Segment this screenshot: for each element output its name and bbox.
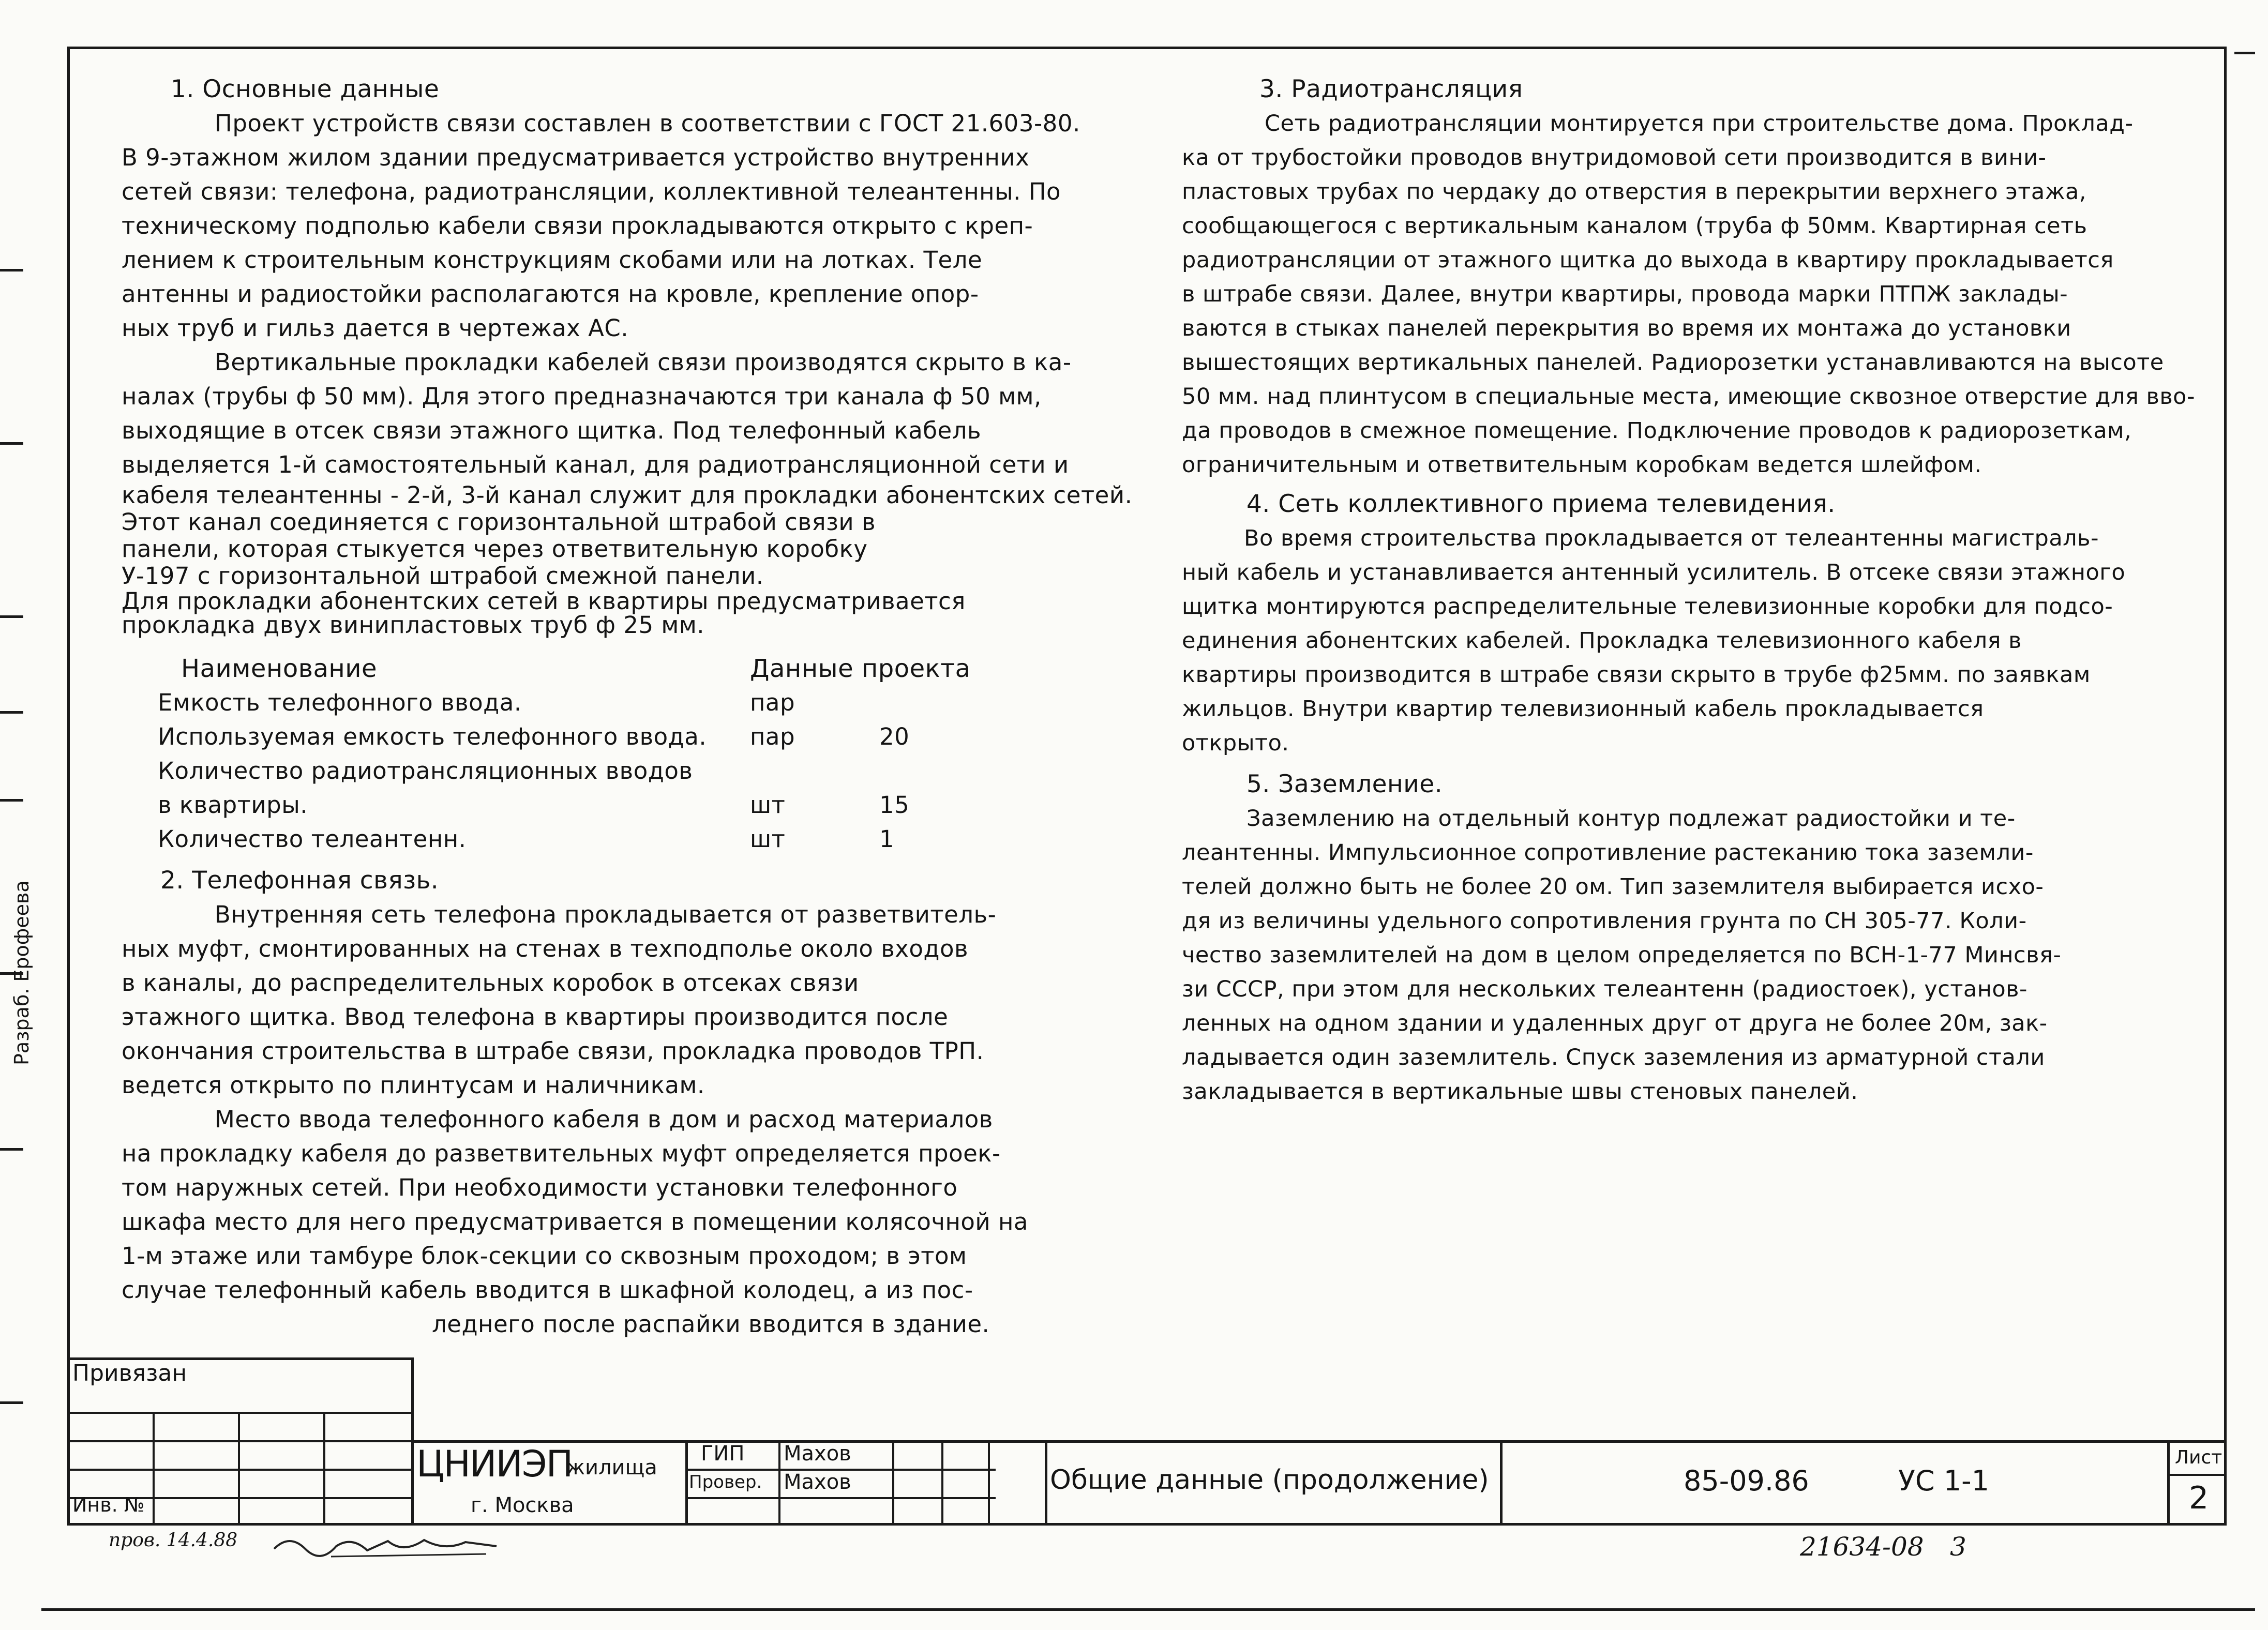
table-cell: 15 bbox=[879, 791, 910, 819]
table-cell: 20 bbox=[879, 723, 910, 750]
s3-line: сообщающегося с вертикальным каналом (труба ф 50мм. Квартирная сеть bbox=[1182, 213, 2087, 239]
margin-tick bbox=[0, 1148, 23, 1151]
stamp-line bbox=[67, 1440, 414, 1442]
left-column bbox=[122, 72, 1177, 1341]
s3-line: ваются в стыках панелей перекрытия во время их монтажа до установки bbox=[1182, 315, 2071, 341]
s3-line: пластовых трубах по чердаку до отверстия в перекрытии верхнего этажа, bbox=[1182, 179, 2086, 205]
s3-line: вышестоящих вертикальных панелей. Радиорозетки устанавливаются на высоте bbox=[1182, 350, 2164, 375]
s1-line: Этот канал соединяется с горизонтальной штрабой связи в bbox=[122, 508, 876, 536]
s5-line: леантенны. Импульсионное сопротивление растеканию тока заземли- bbox=[1182, 840, 2034, 866]
sheet-label: Лист bbox=[2175, 1447, 2222, 1468]
s2-line: том наружных сетей. При необходимости установки телефонного bbox=[122, 1174, 958, 1201]
archive-number: 21634-08 bbox=[1800, 1532, 1924, 1562]
stamp-line bbox=[411, 1440, 2227, 1443]
stamp-line bbox=[685, 1497, 996, 1499]
table-cell: в квартиры. bbox=[158, 791, 308, 819]
s2-line: на прокладку кабеля до разветвительных муфт определяется проек- bbox=[122, 1140, 1001, 1167]
s1-line: сетей связи: телефона, радиотрансляции, коллективной телеантенны. По bbox=[122, 178, 1061, 205]
s2-line: 1-м этаже или тамбуре блок-секции со сквозным проходом; в этом bbox=[122, 1242, 967, 1270]
s1-line: Проект устройств связи составлен в соответствии с ГОСТ 21.603-80. bbox=[215, 110, 1080, 137]
organization-subtitle: жилища bbox=[566, 1456, 657, 1480]
privyazan-label: Привязан bbox=[72, 1360, 187, 1386]
checker-name: Махов bbox=[784, 1470, 851, 1494]
s5-line: дя из величины удельного сопротивления грунта по СН 305-77. Коли- bbox=[1182, 908, 2027, 934]
s2-line: ных муфт, смонтированных на стенах в техподполье около входов bbox=[122, 935, 969, 962]
section-1-title: 1. Основные данные bbox=[171, 75, 440, 103]
s3-line: ограничительным и ответвительным коробкам ведется шлейфом. bbox=[1182, 452, 1982, 478]
s5-line: чество заземлителей на дом в целом определяется по ВСН-1-77 Минсвя- bbox=[1182, 942, 2062, 968]
s2-line: Внутренняя сеть телефона прокладывается от разветвитель- bbox=[215, 901, 997, 928]
document-code: 85-09.86 bbox=[1684, 1465, 1809, 1497]
table-cell: Емкость телефонного ввода. bbox=[158, 689, 522, 716]
s3-line: да проводов в смежное помещение. Подключение проводов к радиорозеткам, bbox=[1182, 418, 2132, 444]
table-cell: шт bbox=[750, 791, 786, 819]
s5-line: ладывается один заземлитель. Спуск заземления из арматурной стали bbox=[1182, 1045, 2045, 1070]
table-row bbox=[158, 720, 983, 754]
s4-line: ный кабель и устанавливается антенный усилитель. В отсеке связи этажного bbox=[1182, 560, 2126, 585]
s3-line: Сеть радиотрансляции монтируется при строительстве дома. Проклад- bbox=[1265, 111, 2134, 137]
table-cell bbox=[879, 686, 983, 720]
s1-line: лением к строительным конструкциям скобами или на лотках. Теле bbox=[122, 246, 983, 274]
stamp-line bbox=[67, 1469, 414, 1471]
margin-tick bbox=[0, 442, 23, 445]
s1-line: антенны и радиостойки располагаются на кровле, крепление опор- bbox=[122, 280, 979, 308]
s4-line: единения абонентских кабелей. Прокладка телевизионного кабеля в bbox=[1182, 628, 2022, 654]
table-cell: Используемая емкость телефонного ввода. bbox=[158, 723, 707, 750]
stamp-line bbox=[153, 1412, 155, 1526]
check-note: пров. 14.4.88 bbox=[109, 1530, 238, 1551]
s5-line: ленных на одном здании и удаленных друг от друга не более 20м, зак- bbox=[1182, 1010, 2048, 1036]
archive-copy-number: 3 bbox=[1950, 1532, 1966, 1562]
table-row bbox=[158, 788, 983, 822]
stamp-line bbox=[988, 1440, 990, 1526]
s4-line: открыто. bbox=[1182, 730, 1289, 756]
stamp-line bbox=[685, 1440, 688, 1526]
margin-tick bbox=[0, 711, 23, 714]
s2-line: Место ввода телефонного кабеля в дом и расход материалов bbox=[215, 1106, 993, 1133]
table-cell bbox=[750, 754, 879, 788]
s1-line: панели, которая стыкуется через ответвительную коробку bbox=[122, 535, 868, 563]
s3-line: ка от трубостойки проводов внутридомовой сети производится в вини- bbox=[1182, 145, 2047, 171]
gip-label: ГИП bbox=[701, 1442, 745, 1466]
document-mark: УС 1-1 bbox=[1898, 1465, 1989, 1497]
stamp-line bbox=[941, 1440, 943, 1526]
table-header-data: Данные проекта bbox=[750, 654, 971, 683]
table-cell: пар bbox=[750, 723, 795, 750]
s1-line: выделяется 1-й самостоятельный канал, для радиотрансляционной сети и bbox=[122, 451, 1069, 478]
table-cell: Количество телеантенн. bbox=[158, 825, 467, 853]
s2-line: ведется открыто по плинтусам и наличникам. bbox=[122, 1071, 705, 1099]
s1-line: В 9-этажном жилом здании предусматривается устройство внутренних bbox=[122, 144, 1030, 171]
project-data-table bbox=[158, 652, 983, 856]
s2-line: в каналы, до распределительных коробок в отсеках связи bbox=[122, 969, 859, 997]
s1-line: У-197 с горизонтальной штрабой смежной панели. bbox=[122, 562, 764, 590]
stamp-line bbox=[892, 1440, 894, 1526]
gip-name: Махов bbox=[784, 1442, 851, 1466]
s3-line: радиотрансляции от этажного щитка до выхода в квартиру прокладывается bbox=[1182, 247, 2114, 273]
s1-line: Для прокладки абонентских сетей в квартиры предусматривается bbox=[122, 587, 966, 615]
table-header-name: Наименование bbox=[181, 654, 378, 683]
s5-line: закладывается в вертикальные швы стеновых панелей. bbox=[1182, 1079, 1858, 1105]
s1-line: прокладка двух винипластовых труб ф 25 мм. bbox=[122, 611, 705, 639]
s2-line: шкафа место для него предусматривается в помещении колясочной на bbox=[122, 1208, 1028, 1235]
s2-line: леднего после распайки вводится в здание. bbox=[432, 1310, 990, 1338]
section-3-title: 3. Радиотрансляция bbox=[1259, 75, 1523, 103]
inventory-label: Инв. № bbox=[72, 1493, 145, 1516]
right-column bbox=[1182, 72, 2232, 1109]
margin-tick bbox=[0, 269, 23, 271]
stamp-line bbox=[1500, 1440, 1503, 1526]
stamp-line bbox=[778, 1440, 780, 1526]
s5-line: телей должно быть не более 20 ом. Тип заземлителя выбирается исхо- bbox=[1182, 874, 2044, 900]
s3-line: в штрабе связи. Далее, внутри квартиры, провода марки ПТПЖ заклады- bbox=[1182, 281, 2068, 307]
table-cell: шт bbox=[750, 825, 786, 853]
margin-tick bbox=[0, 799, 23, 802]
stamp-line bbox=[238, 1412, 240, 1526]
table-row bbox=[158, 754, 983, 788]
stamp-line bbox=[2167, 1474, 2227, 1476]
city-label: г. Москва bbox=[471, 1493, 574, 1517]
stamp-line bbox=[1045, 1440, 1047, 1526]
margin-tick bbox=[0, 1401, 23, 1404]
s2-line: случае телефонный кабель вводится в шкафной колодец, а из пос- bbox=[122, 1276, 973, 1304]
document-title: Общие данные (продолжение) bbox=[1050, 1465, 1489, 1496]
table-row bbox=[158, 686, 983, 720]
s2-line: окончания строительства в штрабе связи, прокладка проводов ТРП. bbox=[122, 1037, 984, 1065]
side-label: Разраб. Ерофеева bbox=[10, 880, 33, 1065]
stamp-line bbox=[67, 1412, 414, 1414]
s1-line: техническому подполью кабели связи прокладываются открыто с креп- bbox=[122, 212, 1033, 239]
s4-line: квартиры производится в штрабе связи скрыто в трубе ф25мм. по заявкам bbox=[1182, 662, 2091, 688]
s3-line: 50 мм. над плинтусом в специальные места, имеющие сквозное отверстие для вво- bbox=[1182, 384, 2195, 410]
table-cell bbox=[879, 754, 983, 788]
table-header-row bbox=[158, 652, 983, 686]
s5-line: Заземлению на отдельный контур подлежат радиостойки и те- bbox=[1246, 806, 2016, 832]
s1-line: Вертикальные прокладки кабелей связи производятся скрыто в ка- bbox=[215, 349, 1072, 376]
organization-name: ЦНИИЭП bbox=[416, 1443, 573, 1485]
table-cell: пар bbox=[750, 689, 795, 716]
section-2-title: 2. Телефонная связь. bbox=[160, 866, 439, 895]
s4-line: жильцов. Внутри квартир телевизионный кабель прокладывается bbox=[1182, 696, 1984, 722]
s4-line: щитка монтируются распределительные телевизионные коробки для подсо- bbox=[1182, 594, 2113, 620]
checker-label: Провер. bbox=[689, 1472, 762, 1492]
stamp-line bbox=[323, 1412, 325, 1526]
margin-tick bbox=[0, 615, 23, 618]
s2-line: этажного щитка. Ввод телефона в квартиры производится после bbox=[122, 1003, 949, 1031]
section-4-title: 4. Сеть коллективного приема телевидения. bbox=[1246, 490, 1836, 518]
signature-scribble bbox=[269, 1531, 502, 1562]
page-edge-line bbox=[41, 1608, 2255, 1611]
s1-line: ных труб и гильз дается в чертежах АС. bbox=[122, 314, 629, 342]
table-row bbox=[158, 822, 983, 856]
s4-line: Во время строительства прокладывается от телеантенны магистраль- bbox=[1244, 525, 2099, 551]
table-cell: Количество радиотрансляционных вводов bbox=[158, 757, 693, 784]
table-cell: 1 bbox=[879, 825, 895, 853]
s1-line: налах (трубы ф 50 мм). Для этого предназначаются три канала ф 50 мм, bbox=[122, 383, 1042, 410]
stamp-line bbox=[2167, 1440, 2170, 1526]
margin-tick bbox=[2234, 52, 2255, 54]
s1-line: выходящие в отсек связи этажного щитка. Под телефонный кабель bbox=[122, 417, 982, 444]
section-5-title: 5. Заземление. bbox=[1246, 770, 1443, 798]
s5-line: зи СССР, при этом для нескольких телеантенн (радиостоек), установ- bbox=[1182, 976, 2028, 1002]
s1-line: кабеля телеантенны - 2-й, 3-й канал служит для прокладки абонентских сетей. bbox=[122, 481, 1133, 509]
sheet-number: 2 bbox=[2189, 1480, 2209, 1516]
